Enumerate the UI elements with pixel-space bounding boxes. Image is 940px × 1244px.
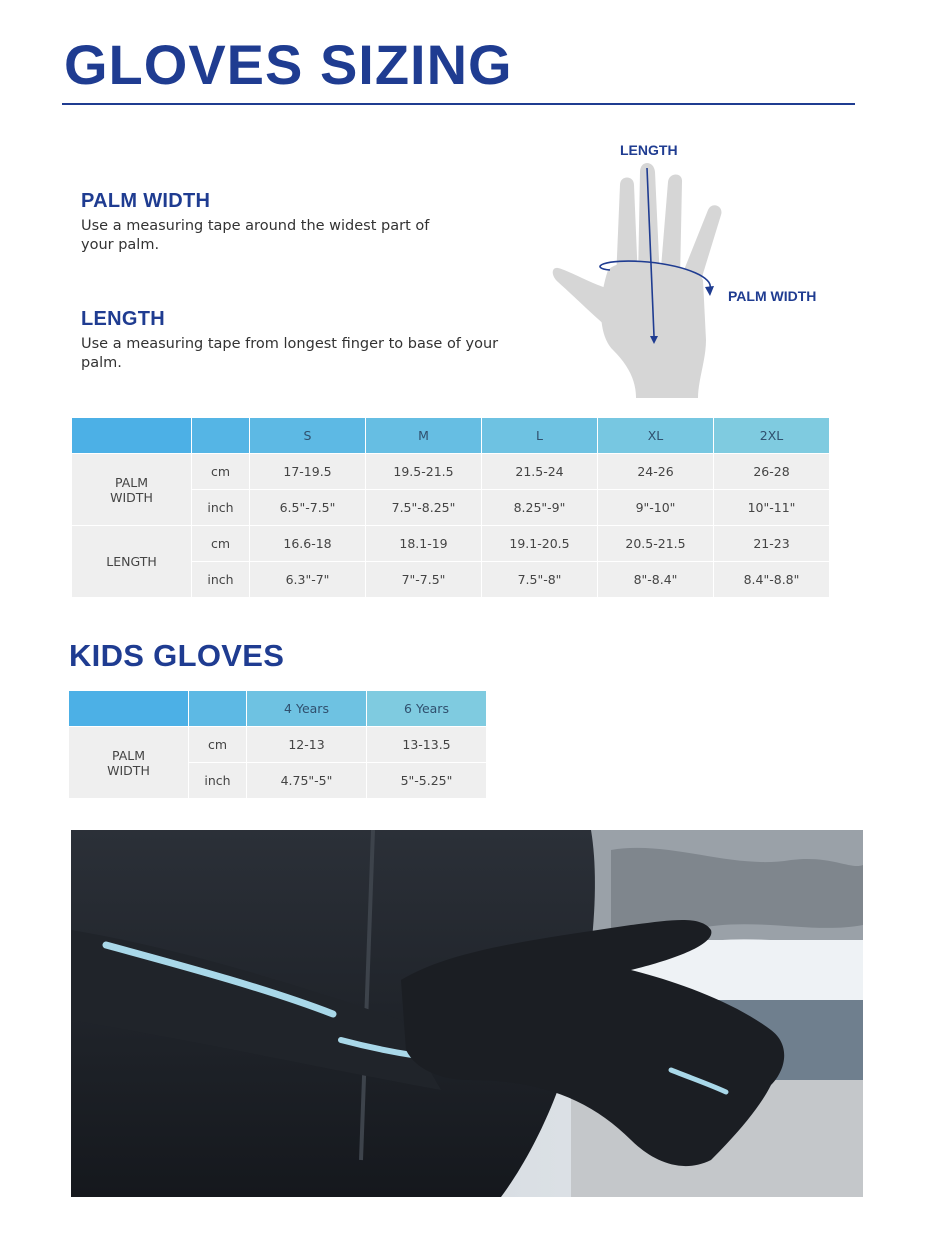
size-header: XL bbox=[598, 418, 713, 453]
value-cell: 19.5-21.5 bbox=[366, 454, 481, 489]
value-cell: 13-13.5 bbox=[367, 727, 486, 762]
value-cell: 8.25"-9" bbox=[482, 490, 597, 525]
measure-label-line2: WIDTH bbox=[110, 489, 153, 505]
kids-heading: KIDS GLOVES bbox=[69, 638, 285, 673]
table-row bbox=[72, 454, 829, 489]
unit-cell: cm bbox=[192, 526, 249, 561]
value-cell: 21.5-24 bbox=[482, 454, 597, 489]
value-cell: 20.5-21.5 bbox=[598, 526, 713, 561]
value-cell: 9"-10" bbox=[598, 490, 713, 525]
value-cell: 5"-5.25" bbox=[367, 763, 486, 798]
header-blank-label bbox=[69, 691, 188, 726]
measure-label-line1: LENGTH bbox=[106, 554, 157, 569]
unit-cell: cm bbox=[192, 454, 249, 489]
value-cell: 16.6-18 bbox=[250, 526, 365, 561]
value-cell: 7.5"-8" bbox=[482, 562, 597, 597]
header-blank-unit bbox=[192, 418, 249, 453]
header-blank-unit bbox=[189, 691, 246, 726]
title-divider bbox=[62, 103, 855, 105]
gloves-product-photo bbox=[71, 830, 863, 1197]
size-header: L bbox=[482, 418, 597, 453]
size-header: 6 Years bbox=[367, 691, 486, 726]
length-text-line1: Use a measuring tape from longest finger to base of your bbox=[81, 336, 499, 352]
value-cell: 7"-7.5" bbox=[366, 562, 481, 597]
value-cell: 6.3"-7" bbox=[250, 562, 365, 597]
value-cell: 6.5"-7.5" bbox=[250, 490, 365, 525]
hand-illustration bbox=[548, 140, 848, 405]
size-header: 2XL bbox=[714, 418, 829, 453]
unit-cell: inch bbox=[189, 763, 246, 798]
palm-width-text-line1: Use a measuring tape around the widest part of bbox=[81, 218, 430, 234]
kids-size-table bbox=[68, 690, 487, 799]
value-cell: 4.75"-5" bbox=[247, 763, 366, 798]
palm-width-heading: PALM WIDTH bbox=[81, 190, 211, 212]
length-label: LENGTH bbox=[620, 142, 678, 158]
value-cell: 8"-8.4" bbox=[598, 562, 713, 597]
value-cell: 7.5"-8.25" bbox=[366, 490, 481, 525]
table-row bbox=[69, 727, 486, 762]
size-header: M bbox=[366, 418, 481, 453]
palm-width-instructions bbox=[81, 217, 429, 255]
hand-measurement-diagram bbox=[548, 140, 848, 405]
adult-size-table bbox=[71, 417, 830, 598]
value-cell: 24-26 bbox=[598, 454, 713, 489]
length-heading: LENGTH bbox=[81, 308, 166, 330]
kids-table-header bbox=[69, 691, 486, 726]
value-cell: 8.4"-8.8" bbox=[714, 562, 829, 597]
length-instructions bbox=[81, 335, 498, 373]
unit-cell: cm bbox=[189, 727, 246, 762]
measure-label bbox=[72, 454, 191, 525]
header-blank-label bbox=[72, 418, 191, 453]
size-header: S bbox=[250, 418, 365, 453]
measure-label bbox=[69, 727, 188, 798]
size-header: 4 Years bbox=[247, 691, 366, 726]
adult-table-header bbox=[72, 418, 829, 453]
value-cell: 10"-11" bbox=[714, 490, 829, 525]
measure-label-line1: PALM bbox=[114, 474, 149, 490]
measure-label-line2: WIDTH bbox=[107, 762, 150, 778]
unit-cell: inch bbox=[192, 562, 249, 597]
length-text-line2: palm. bbox=[81, 355, 122, 371]
page-title: GLOVES SIZING bbox=[64, 33, 513, 96]
value-cell: 19.1-20.5 bbox=[482, 526, 597, 561]
table-row bbox=[72, 526, 829, 561]
value-cell: 17-19.5 bbox=[250, 454, 365, 489]
value-cell: 21-23 bbox=[714, 526, 829, 561]
measure-label-line1: PALM bbox=[111, 747, 146, 763]
value-cell: 12-13 bbox=[247, 727, 366, 762]
palm-width-text-line2: your palm. bbox=[81, 237, 160, 253]
measure-label bbox=[72, 526, 191, 597]
palm-width-label: PALM WIDTH bbox=[728, 288, 817, 304]
value-cell: 18.1-19 bbox=[366, 526, 481, 561]
unit-cell: inch bbox=[192, 490, 249, 525]
value-cell: 26-28 bbox=[714, 454, 829, 489]
